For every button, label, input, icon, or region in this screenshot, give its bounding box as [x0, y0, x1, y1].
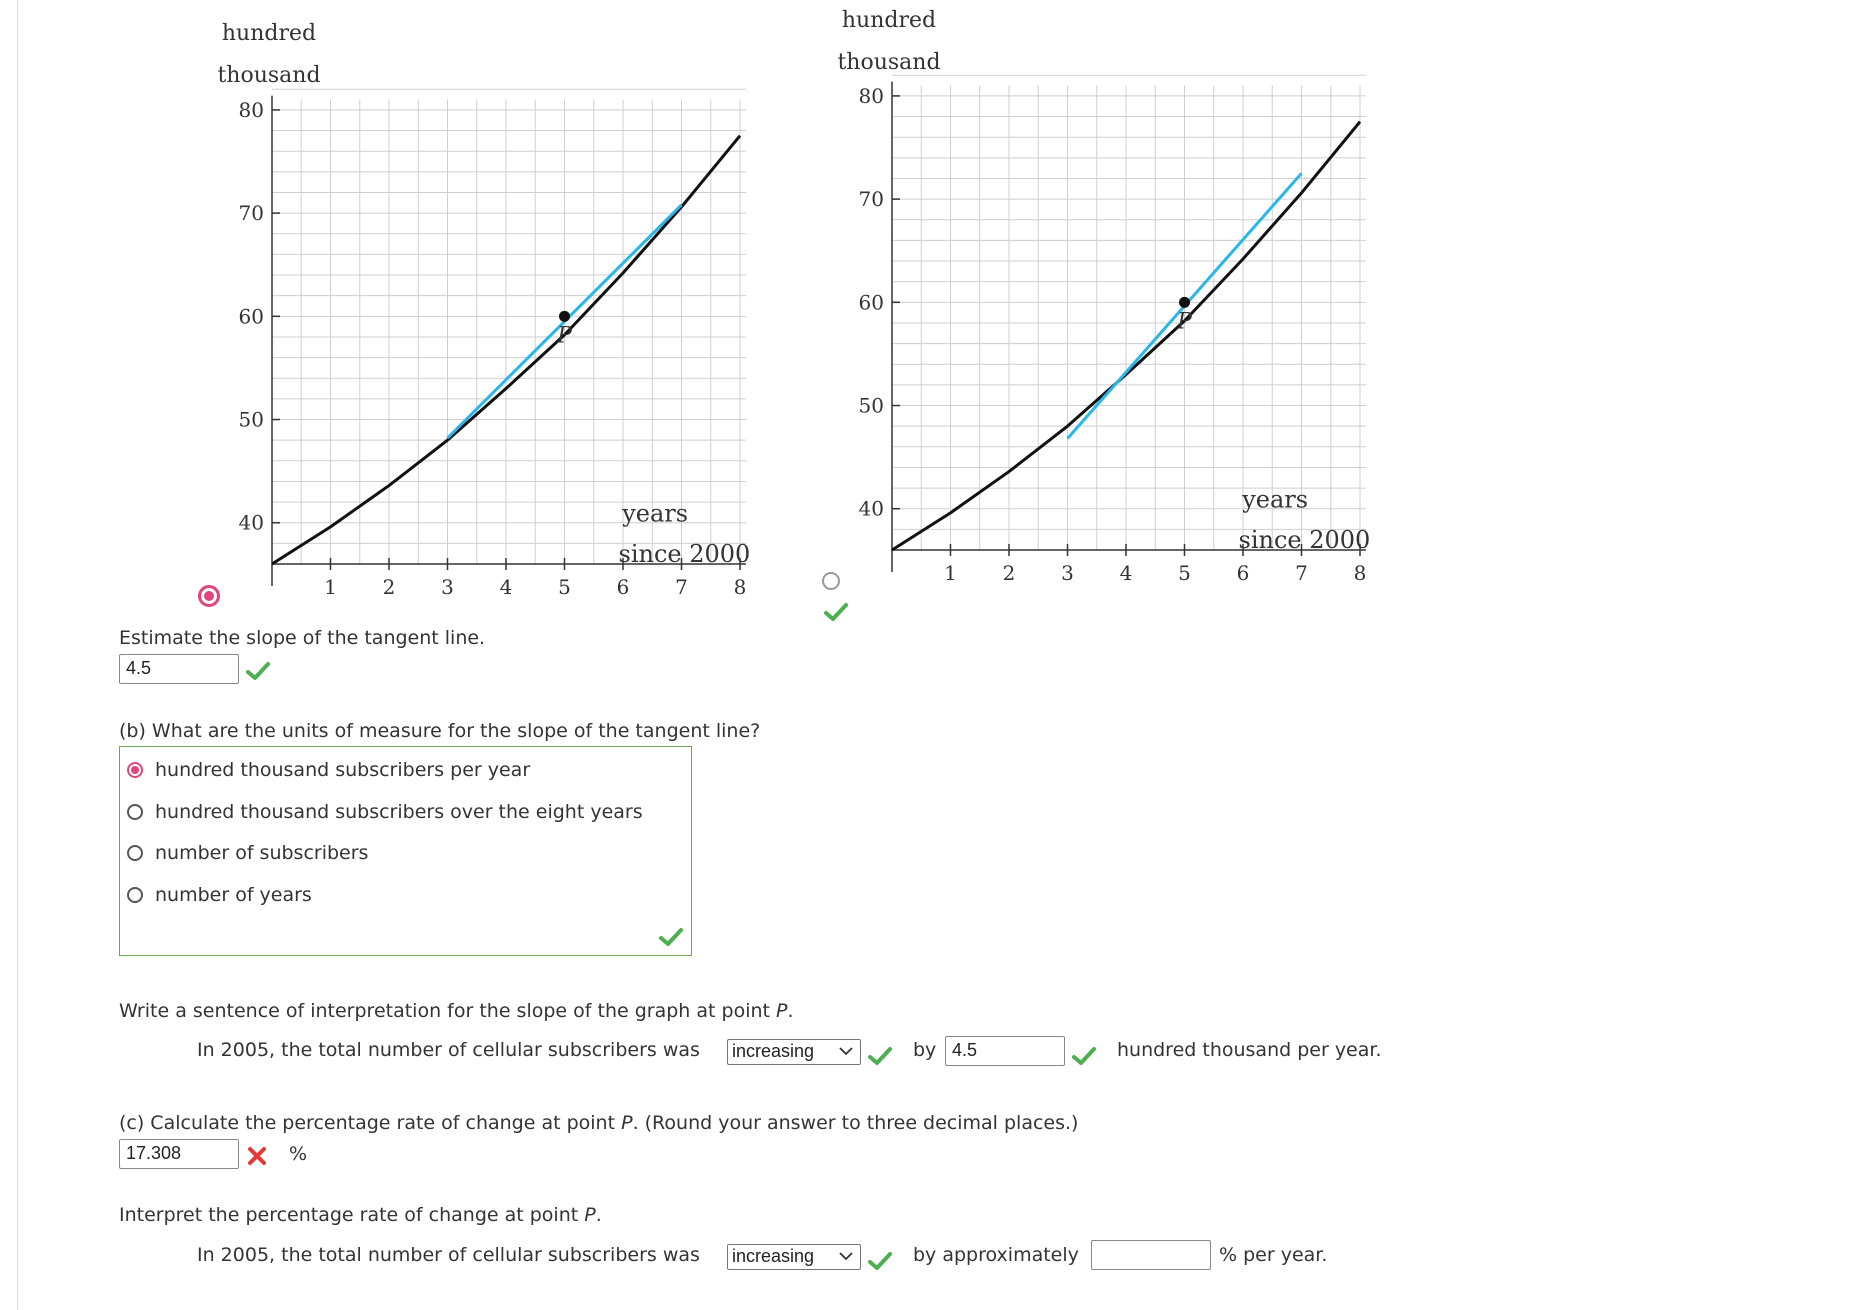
- x-axis-label-line2: since 2000: [1238, 525, 1371, 554]
- units-option-label-0[interactable]: hundred thousand subscribers per year: [155, 759, 531, 781]
- interpret-percent-select-check-icon: [868, 1251, 892, 1271]
- chevron-down-icon: [838, 1247, 854, 1265]
- interpret-percent-sentence: In 2005, the total number of cellular subscribers was: [197, 1244, 700, 1266]
- x-tick-label: 3: [441, 575, 454, 599]
- interpret-slope-suffix: hundred thousand per year.: [1117, 1039, 1382, 1061]
- x-tick-label: 5: [558, 575, 571, 599]
- point-p-label: P: [1177, 309, 1192, 335]
- y-axis-label-line1: hundred: [841, 8, 937, 33]
- interpret-slope-select-check-icon: [868, 1046, 892, 1066]
- y-tick-label: 50: [238, 407, 264, 432]
- units-option-label-2[interactable]: number of subscribers: [155, 842, 369, 864]
- chart-left: [217, 21, 750, 599]
- y-tick-label: 80: [858, 83, 884, 108]
- point-p-label: P: [557, 323, 572, 349]
- interpret-slope-select-value: increasing: [732, 1041, 815, 1061]
- x-tick-label: 4: [1119, 561, 1133, 585]
- y-tick-label: 70: [858, 187, 884, 212]
- x-axis-label-line1: years: [622, 499, 689, 528]
- units-option-radio-0[interactable]: [127, 762, 143, 778]
- x-tick-label: 6: [1236, 561, 1250, 585]
- x-tick-label: 6: [616, 575, 630, 599]
- percent-rate-prompt: (c) Calculate the percentage rate of change at point P. (Round your answer to three decimal places.): [119, 1112, 1079, 1134]
- graphs-area: [0, 0, 1852, 640]
- percent-rate-unit: %: [289, 1143, 308, 1165]
- slope-input[interactable]: 4.5: [119, 654, 239, 684]
- chart-right: [837, 8, 1370, 585]
- interpret-slope-by-input[interactable]: 4.5: [945, 1036, 1065, 1066]
- y-axis-label-line1: hundred: [221, 21, 317, 46]
- interpret-slope-select[interactable]: [727, 1039, 861, 1065]
- x-tick-label: 7: [675, 575, 688, 599]
- x-tick-label: 1: [324, 575, 337, 599]
- y-tick-label: 50: [858, 393, 884, 418]
- percent-rate-cross-icon: [246, 1145, 268, 1167]
- units-prompt: (b) What are the units of measure for the slope of the tangent line?: [119, 720, 761, 742]
- interpret-percent-prompt: Interpret the percentage rate of change at point P.: [119, 1204, 602, 1226]
- graph-choice-left-radio[interactable]: [198, 585, 220, 607]
- interpret-percent-by-input[interactable]: [1091, 1240, 1211, 1270]
- x-tick-label: 3: [1061, 561, 1074, 585]
- y-tick-label: 80: [238, 97, 264, 122]
- y-tick-label: 40: [238, 510, 264, 535]
- interpret-slope-sentence: In 2005, the total number of cellular subscribers was: [197, 1039, 700, 1061]
- units-check-icon: [659, 927, 683, 947]
- point-p-marker: [559, 311, 570, 322]
- interpret-slope-by-label: by: [913, 1039, 937, 1061]
- interpret-percent-suffix: % per year.: [1219, 1244, 1328, 1266]
- x-tick-label: 4: [499, 575, 513, 599]
- x-tick-label: 1: [944, 561, 957, 585]
- x-tick-label: 5: [1178, 561, 1191, 585]
- interpret-percent-select[interactable]: [727, 1244, 861, 1270]
- x-tick-label: 8: [1353, 561, 1367, 585]
- units-option-radio-2[interactable]: [127, 845, 143, 861]
- x-tick-label: 2: [1002, 561, 1016, 585]
- x-axis-label-line2: since 2000: [618, 539, 751, 568]
- interpret-percent-by-label: by approximately: [913, 1244, 1079, 1266]
- units-option-label-3[interactable]: number of years: [155, 884, 312, 906]
- graph-choice-right-radio[interactable]: [822, 572, 840, 590]
- x-tick-label: 8: [733, 575, 747, 599]
- y-tick-label: 70: [238, 201, 264, 226]
- percent-rate-input[interactable]: 17.308: [119, 1139, 239, 1169]
- y-tick-label: 60: [238, 304, 264, 329]
- y-axis-label-line2: thousand: [217, 63, 321, 88]
- x-axis-label-line1: years: [1242, 485, 1309, 514]
- slope-check-icon: [246, 661, 270, 681]
- y-axis-label-line2: thousand: [837, 50, 941, 75]
- interpret-slope-by-check-icon: [1072, 1046, 1096, 1066]
- interpret-percent-select-value: increasing: [732, 1246, 815, 1266]
- units-option-radio-1[interactable]: [127, 804, 143, 820]
- units-option-radio-3[interactable]: [127, 887, 143, 903]
- slope-prompt: Estimate the slope of the tangent line.: [119, 627, 486, 649]
- point-p-marker: [1179, 297, 1190, 308]
- interpret-slope-prompt: Write a sentence of interpretation for the slope of the graph at point P.: [119, 1000, 794, 1022]
- y-tick-label: 60: [858, 290, 884, 315]
- x-tick-label: 2: [382, 575, 396, 599]
- graph-choice-check-icon: [824, 602, 848, 622]
- units-option-label-1[interactable]: hundred thousand subscribers over the eight years: [155, 801, 643, 823]
- x-tick-label: 7: [1295, 561, 1308, 585]
- chevron-down-icon: [838, 1042, 854, 1060]
- y-tick-label: 40: [858, 496, 884, 521]
